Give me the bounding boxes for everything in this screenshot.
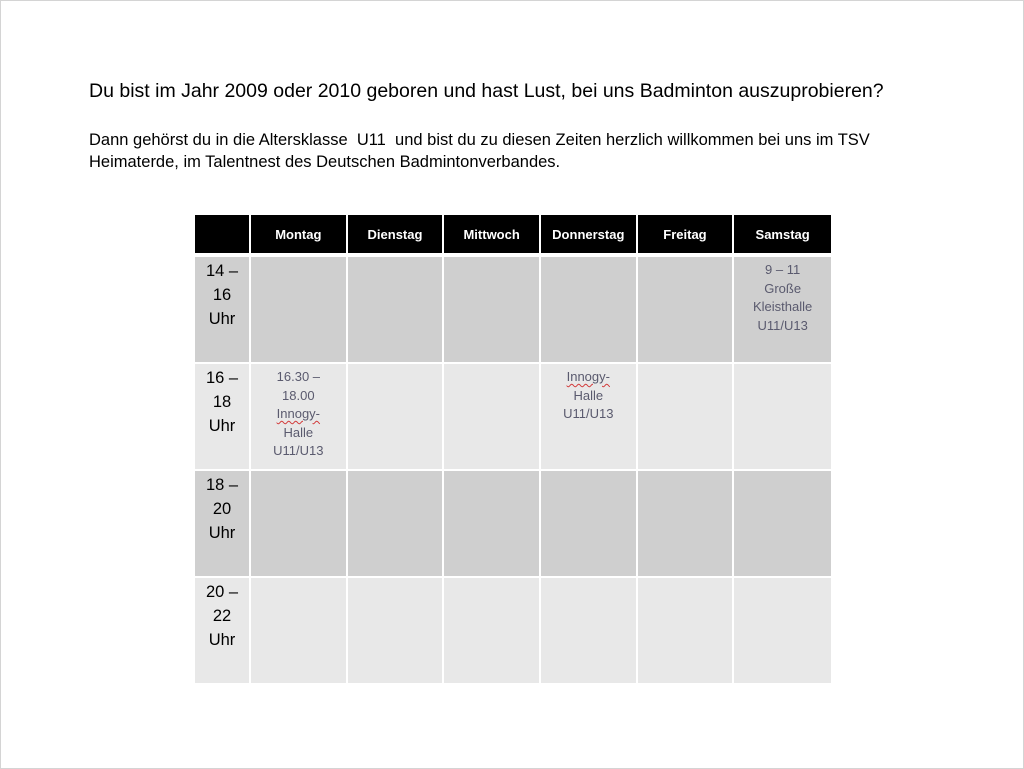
intro-line-2: Heimaterde, im Talentnest des Deutschen Badmintonverbandes. (89, 153, 561, 171)
cell-samstag-18 (734, 471, 831, 578)
cell-freitag-14 (638, 257, 735, 364)
cell-freitag-18 (638, 471, 735, 578)
spellcheck-word: Innogy- (566, 369, 610, 384)
header-day-montag: Montag (251, 215, 348, 257)
header-row (195, 215, 831, 257)
cell-mittwoch-18 (444, 471, 541, 578)
cell-samstag-20 (734, 578, 831, 685)
table-row (195, 364, 831, 471)
heading: Du bist im Jahr 2009 oder 2010 geboren und hast Lust, bei uns Badminton auszuprobieren? (89, 80, 884, 102)
cell-mittwoch-14 (444, 257, 541, 364)
cell-dienstag-14 (348, 257, 445, 364)
header-day-dienstag: Dienstag (348, 215, 445, 257)
time-cell-20-22: 20 – 22 Uhr (195, 578, 251, 685)
cell-montag-20 (251, 578, 348, 685)
schedule-table (195, 215, 831, 685)
header-day-donnerstag: Donnerstag (541, 215, 638, 257)
intro-text (89, 129, 969, 173)
training-entry-donnerstag: Innogy- Halle U11/U13 (541, 364, 636, 424)
cell-mittwoch-20 (444, 578, 541, 685)
cell-donnerstag-16 (541, 364, 638, 471)
cell-montag-16 (251, 364, 348, 471)
header-day-samstag: Samstag (734, 215, 831, 257)
cell-dienstag-18 (348, 471, 445, 578)
cell-dienstag-16 (348, 364, 445, 471)
cell-freitag-16 (638, 364, 735, 471)
cell-mittwoch-16 (444, 364, 541, 471)
cell-samstag-14 (734, 257, 831, 364)
header-corner (195, 215, 251, 257)
table-row (195, 471, 831, 578)
training-entry-montag: 16.30 – 18.00 Innogy- Halle U11/U13 (251, 364, 346, 461)
spellcheck-word: Innogy- (276, 406, 321, 421)
training-entry-samstag: 9 – 11 Große Kleisthalle U11/U13 (753, 262, 813, 333)
cell-samstag-16 (734, 364, 831, 471)
table-row (195, 578, 831, 685)
header-day-mittwoch: Mittwoch (444, 215, 541, 257)
header-day-freitag: Freitag (638, 215, 735, 257)
time-cell-18-20: 18 – 20 Uhr (195, 471, 251, 578)
cell-donnerstag-20 (541, 578, 638, 685)
cell-donnerstag-14 (541, 257, 638, 364)
cell-dienstag-20 (348, 578, 445, 685)
intro-line-1: Dann gehörst du in die Altersklasse U11 und bist du zu diesen Zeiten herzlich willkommen bei uns im TSV (89, 131, 870, 149)
time-cell-16-18: 16 – 18 Uhr (195, 364, 251, 471)
table-row (195, 257, 831, 364)
cell-montag-14 (251, 257, 348, 364)
cell-montag-18 (251, 471, 348, 578)
cell-donnerstag-18 (541, 471, 638, 578)
cell-freitag-20 (638, 578, 735, 685)
time-cell-14-16: 14 – 16 Uhr (195, 257, 251, 364)
